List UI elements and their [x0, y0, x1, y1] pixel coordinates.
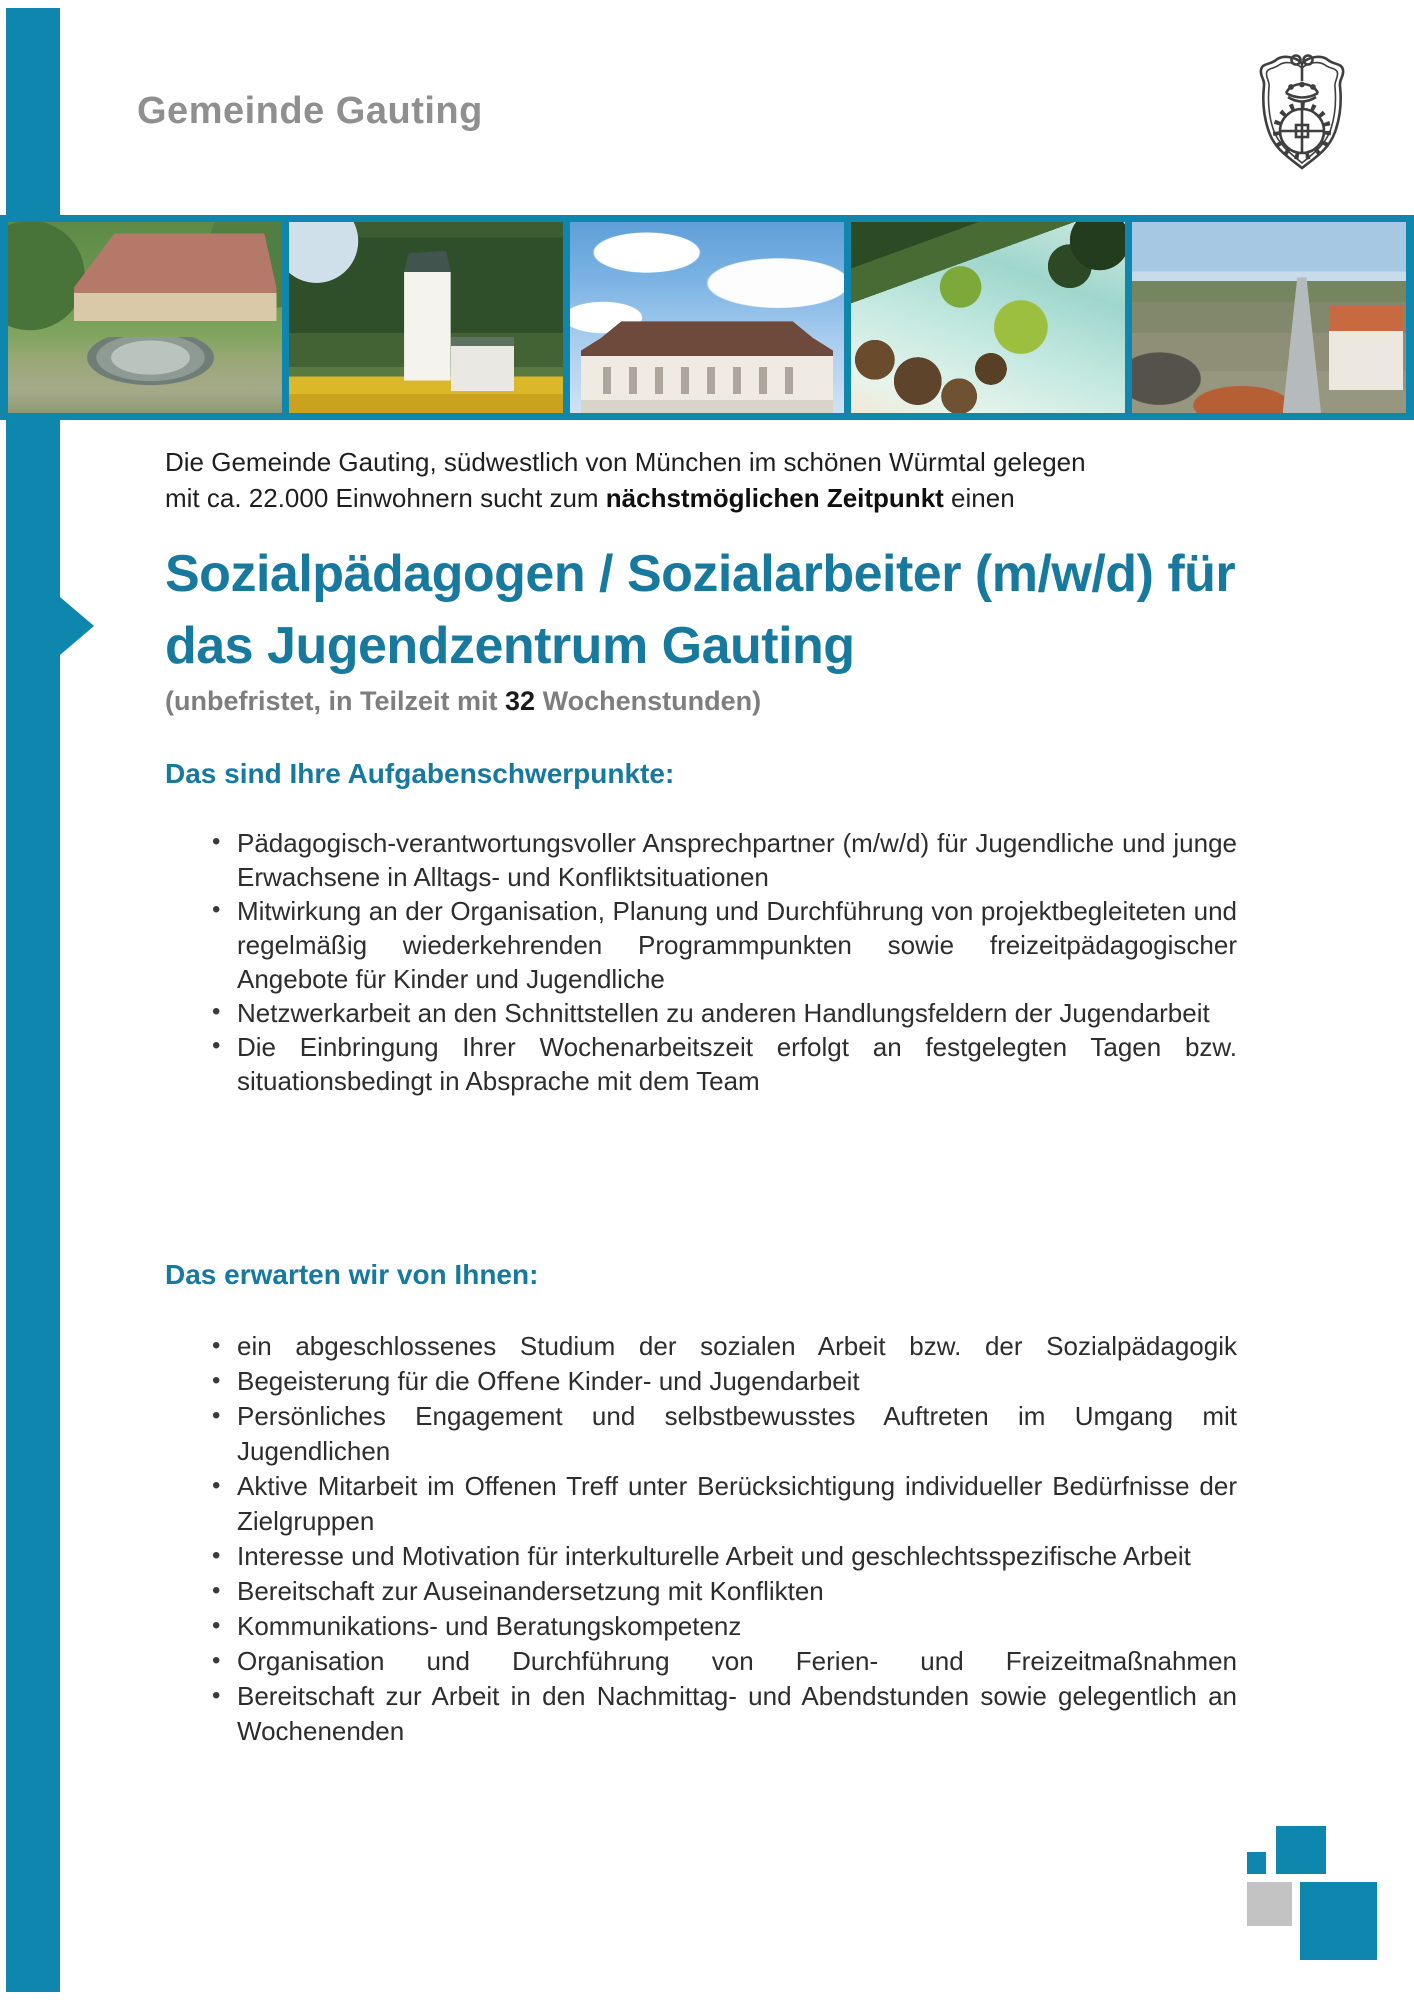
photo-forest-church-tower-sunflowers	[289, 222, 563, 413]
intro-bold-phrase: nächstmöglichen Zeitpunkt	[605, 483, 944, 513]
list-item: • Organisation und Durchführung von Ferien- und Freizeitmaßnahmen	[237, 1644, 1237, 1679]
list-item: • Aktive Mitarbeit im Offenen Treff unter Berücksichtigung individueller Bedürfnisse der Zielgruppen	[237, 1469, 1237, 1539]
photo-historic-building-sky	[570, 222, 844, 413]
job-title-line-1: Sozialpädagogen / Sozialarbeiter (m/w/d) für	[165, 545, 1236, 603]
photo-wuerm-river-rapids	[851, 222, 1125, 413]
intro-paragraph	[165, 444, 1237, 516]
list-item: • Mitwirkung an der Organisation, Planung und Durchführung von projektbegleiteten und regelmäßig wiederkehrenden Programmpunkten sowie freizeitpädagogischer Angebote für Kinder und Jugendliche	[237, 894, 1237, 996]
list-item: • Persönliches Engagement und selbstbewusstes Auftreten im Umgang mit Jugendlichen	[237, 1399, 1237, 1469]
list-item: • Bereitschaft zur Arbeit in den Nachmittag- und Abendstunden sowie gelegentlich an Wochenenden	[237, 1679, 1237, 1749]
intro-line-1: Die Gemeinde Gauting, südwestlich von München im schönen Würmtal gelegen	[165, 447, 1086, 477]
tasks-list	[165, 826, 1237, 1098]
job-title	[165, 538, 1237, 682]
list-item: • Kommunikations- und Beratungskompetenz	[237, 1609, 1237, 1644]
list-item: • Interesse und Motivation für interkulturelle Arbeit und geschlechtsspezifische Arbeit	[237, 1539, 1237, 1574]
job-title-subtitle: (unbefristet, in Teilzeit mit 32 Wochenstunden)	[165, 686, 762, 716]
decor-square-teal-large	[1300, 1882, 1377, 1960]
right-arrow-marker	[60, 597, 94, 655]
section-heading-tasks: Das sind Ihre Aufgabenschwerpunkte:	[165, 758, 675, 789]
decor-square-gray	[1247, 1882, 1292, 1926]
photo-aerial-town-view	[1132, 222, 1406, 413]
coat-of-arms-icon	[1252, 50, 1352, 180]
content-column	[165, 420, 1237, 1749]
list-item: • ein abgeschlossenes Studium der sozialen Arbeit bzw. der Sozialpädagogik	[237, 1329, 1237, 1364]
list-item: • Begeisterung für die Offene Kinder- und Jugendarbeit	[237, 1364, 1237, 1399]
list-item: • Die Einbringung Ihrer Wochenarbeitszeit erfolgt an festgelegten Tagen bzw. situationsbedingt in Absprache mit dem Team	[237, 1030, 1237, 1098]
list-item: • Pädagogisch-verantwortungsvoller Ansprechpartner (m/w/d) für Jugendliche und junge Erwachsene in Alltags- und Konfliktsituationen	[237, 826, 1237, 894]
photo-banner	[0, 215, 1414, 420]
intro-line-2: mit ca. 22.000 Einwohnern sucht zum nächstmöglichen Zeitpunkt einen	[165, 483, 1015, 513]
job-title-line-2: das Jugendzentrum Gauting	[165, 617, 855, 675]
expectations-list	[165, 1329, 1237, 1749]
list-item: • Netzwerkarbeit an den Schnittstellen zu anderen Handlungsfeldern der Jugendarbeit	[237, 996, 1237, 1030]
list-item: • Bereitschaft zur Auseinandersetzung mit Konflikten	[237, 1574, 1237, 1609]
photo-park-fountain-event	[8, 222, 282, 413]
alt-font-word: Offene	[476, 1367, 561, 1396]
decor-square-teal-small	[1247, 1852, 1266, 1874]
weekly-hours-value: 32	[505, 686, 536, 716]
brand-title: Gemeinde Gauting	[137, 90, 483, 132]
decor-square-teal-medium	[1276, 1826, 1326, 1874]
section-heading-expectations: Das erwarten wir von Ihnen:	[165, 1259, 539, 1290]
